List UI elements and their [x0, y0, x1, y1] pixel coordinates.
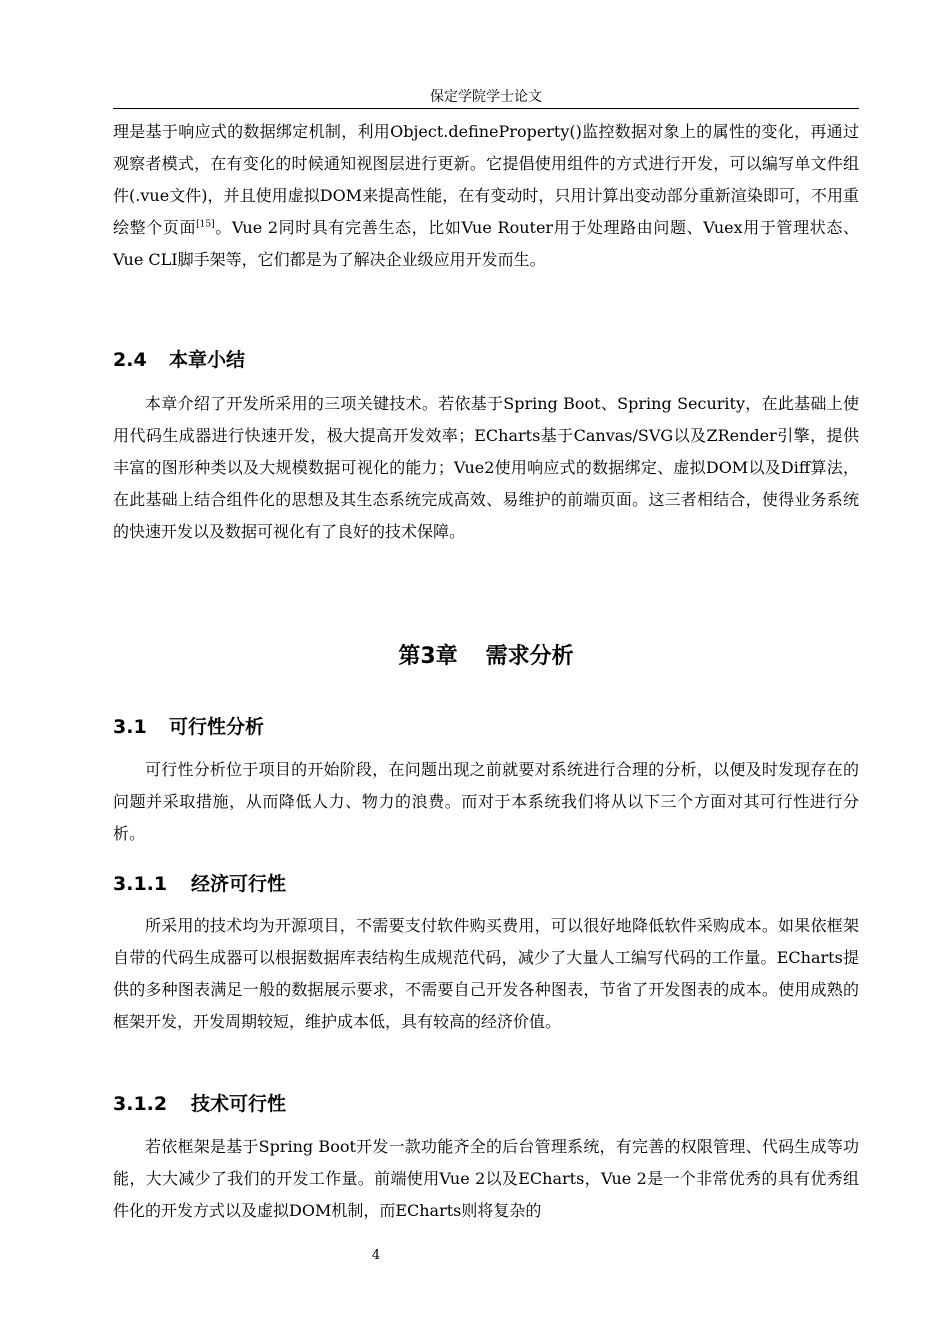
citation-ref: [15]: [196, 219, 215, 230]
section-heading-3-1-1: [113, 870, 859, 898]
section-number: 3.1.2: [113, 1093, 168, 1115]
section-heading-3-1: [113, 713, 859, 741]
section-number: 3.1.1: [113, 873, 168, 895]
chapter-title: 需求分析: [485, 644, 574, 669]
section-heading-3-1-2: [113, 1090, 859, 1118]
section-title: 可行性分析: [169, 716, 265, 738]
section-title: 本章小结: [169, 349, 246, 371]
page-number: 4: [371, 1248, 381, 1263]
paragraph-feasibility: 可行性分析位于项目的开始阶段，在问题出现之前就要对系统进行合理的分析，以便及时发现存在的问题并采取措施，从而降低人力、物力的浪费。而对于本系统我们将从以下三个方面对其可行性进行分析。: [113, 760, 859, 843]
section-title: 技术可行性: [191, 1093, 287, 1115]
chapter-heading: [113, 641, 859, 673]
section-number: 2.4: [113, 349, 147, 371]
paragraph-chapter-summary: 本章介绍了开发所采用的三项关键技术。若依基于Spring Boot、Spring Security，在此基础上使用代码生成器进行快速开发，极大提高开发效率；ECharts基于Canvas/SVG以及ZRender引擎，提供丰富的图形种类以及大规模数据可视化的能力；Vue2使用响应式的数据绑定、虚拟DOM以及Diff算法，在此基础上结合组件化的思想及其生态系统完成高效、易维护的前端页面。这三者相结合，使得业务系统的快速开发以及数据可视化有了良好的技术保障。: [113, 394, 859, 541]
paragraph-text: 。Vue 2同时具有完善生态，比如Vue Router用于处理路由问题、Vuex用于管理状态、Vue CLI脚手架等，它们都是为了解决企业级应用开发而生。: [113, 218, 859, 269]
section-title: 经济可行性: [191, 873, 287, 895]
chapter-number: 第3章: [398, 644, 458, 669]
paragraph-economic-feasibility: 所采用的技术均为开源项目，不需要支付软件购买费用，可以很好地降低软件采购成本。如果依框架自带的代码生成器可以根据数据库表结构生成规范代码，减少了大量人工编写代码的工作量。ECharts提供的多种图表满足一般的数据展示要求，不需要自己开发各种图表，节省了开发图表的成本。使用成熟的框架开发，开发周期较短，维护成本低，具有较高的经济价值。: [113, 916, 859, 1031]
paragraph-text: 理是基于响应式的数据绑定机制，利用Object.defineProperty()监控数据对象上的属性的变化，再通过观察者模式，在有变化的时候通知视图层进行更新。它提倡使用组件的方式进行开发，可以编写单文件组件(.vue文件)，并且使用虚拟DOM来提高性能，在有变动时，只用计算出变动部分重新渲染即可，不用重绘整个页面: [113, 122, 859, 237]
section-heading-2-4: [113, 346, 859, 374]
paragraph-technical-feasibility: 若依框架是基于Spring Boot开发一款功能齐全的后台管理系统，有完善的权限管理、代码生成等功能，大大减少了我们的开发工作量。前端使用Vue 2以及ECharts，Vue 2是一个非常优秀的具有优秀组件化的开发方式以及虚拟DOM机制，而ECharts则将复杂的: [113, 1137, 859, 1220]
section-number: 3.1: [113, 716, 147, 738]
page-header: 保定学院学士论文: [113, 88, 859, 109]
paragraph-vue-intro: [113, 116, 859, 276]
